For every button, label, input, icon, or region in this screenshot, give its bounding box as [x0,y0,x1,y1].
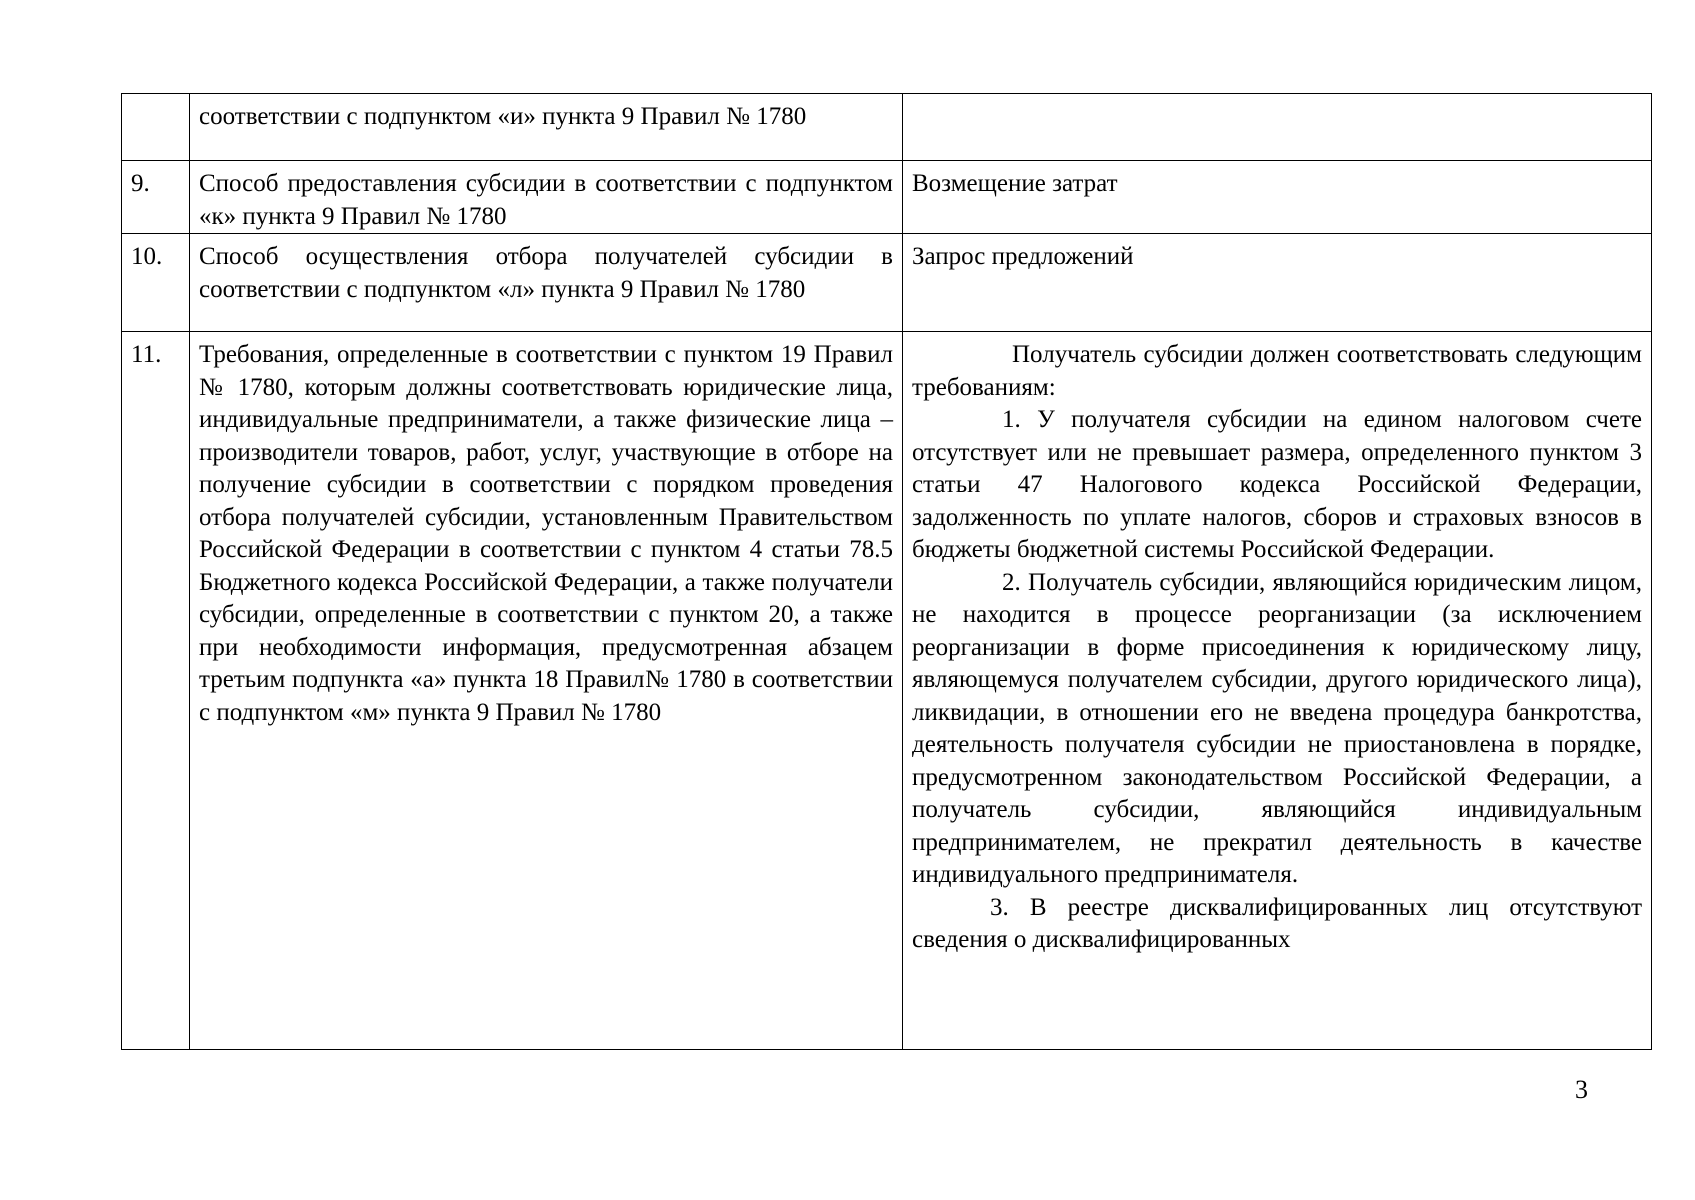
table-row [122,234,1652,332]
page-number: 3 [1575,1075,1588,1104]
row-number: 9. [122,161,190,234]
requirements-table [121,93,1652,1050]
row-value: Запрос предложений [903,234,1652,332]
requirement-item-2: 2. Получатель субсидии, являющийся юридическим лицом, не находится в процессе реорганизации (за исключением реорганизации в форме присоединения к юридическому лицу, являющемуся получателем субсидии, другого юридического лица), ликвидации, в отношении его не введена процедура банкротства, деятельность получателя субсидии не приостановлена в порядке, предусмотренном законодательством Российской Федерации, а получатель субсидии, являющийся индивидуальным предпринимателем, не прекратил деятельность в качестве индивидуального предпринимателя. [912,568,1642,888]
row-description: Способ осуществления отбора получателей субсидии в соответствии с подпунктом «л» пункта 9 Правил № 1780 [190,234,903,332]
requirement-item-1: 1. У получателя субсидии на едином налоговом счете отсутствует или не превышает размера, определенного пунктом 3 статьи 47 Налогового кодекса Российской Федерации, задолженность по уплате налогов, сборов и страховых взносов в бюджеты бюджетной системы Российской Федерации. [912,406,1642,563]
requirement-item-3: 3. В реестре дисквалифицированных лиц отсутствуют сведения о дисквалифицированных [912,893,1642,953]
row-number [122,94,190,161]
row-description: соответствии с подпунктом «и» пункта 9 Правил № 1780 [190,94,903,161]
row-number: 10. [122,234,190,332]
requirement-intro: Получатель субсидии должен соответствовать следующим требованиям: [912,341,1642,401]
table-row [122,332,1652,1050]
table-row [122,161,1652,234]
row-description: Способ предоставления субсидии в соответствии с подпунктом «к» пункта 9 Правил № 1780 [190,161,903,234]
row-value [903,332,1652,1050]
row-value [903,94,1652,161]
row-number: 11. [122,332,190,1050]
row-value: Возмещение затрат [903,161,1652,234]
row-description: Требования, определенные в соответствии с пунктом 19 Правил № 1780, которым должны соответствовать юридические лица, индивидуальные предприниматели, а также физические лица – производители товаров, работ, услуг, участвующие в отборе на получение субсидии в соответствии с порядком проведения отбора получателей субсидии, установленным Правительством Российской Федерации в соответствии с пунктом 4 статьи 78.5 Бюджетного кодекса Российской Федерации, а также получатели субсидии, определенные в соответствии с пунктом 20, а также при необходимости информация, предусмотренная абзацем третьим подпункта «а» пункта 18 Правил№ 1780 в соответствии с подпунктом «м» пункта 9 Правил № 1780 [190,332,903,1050]
table-row [122,94,1652,161]
